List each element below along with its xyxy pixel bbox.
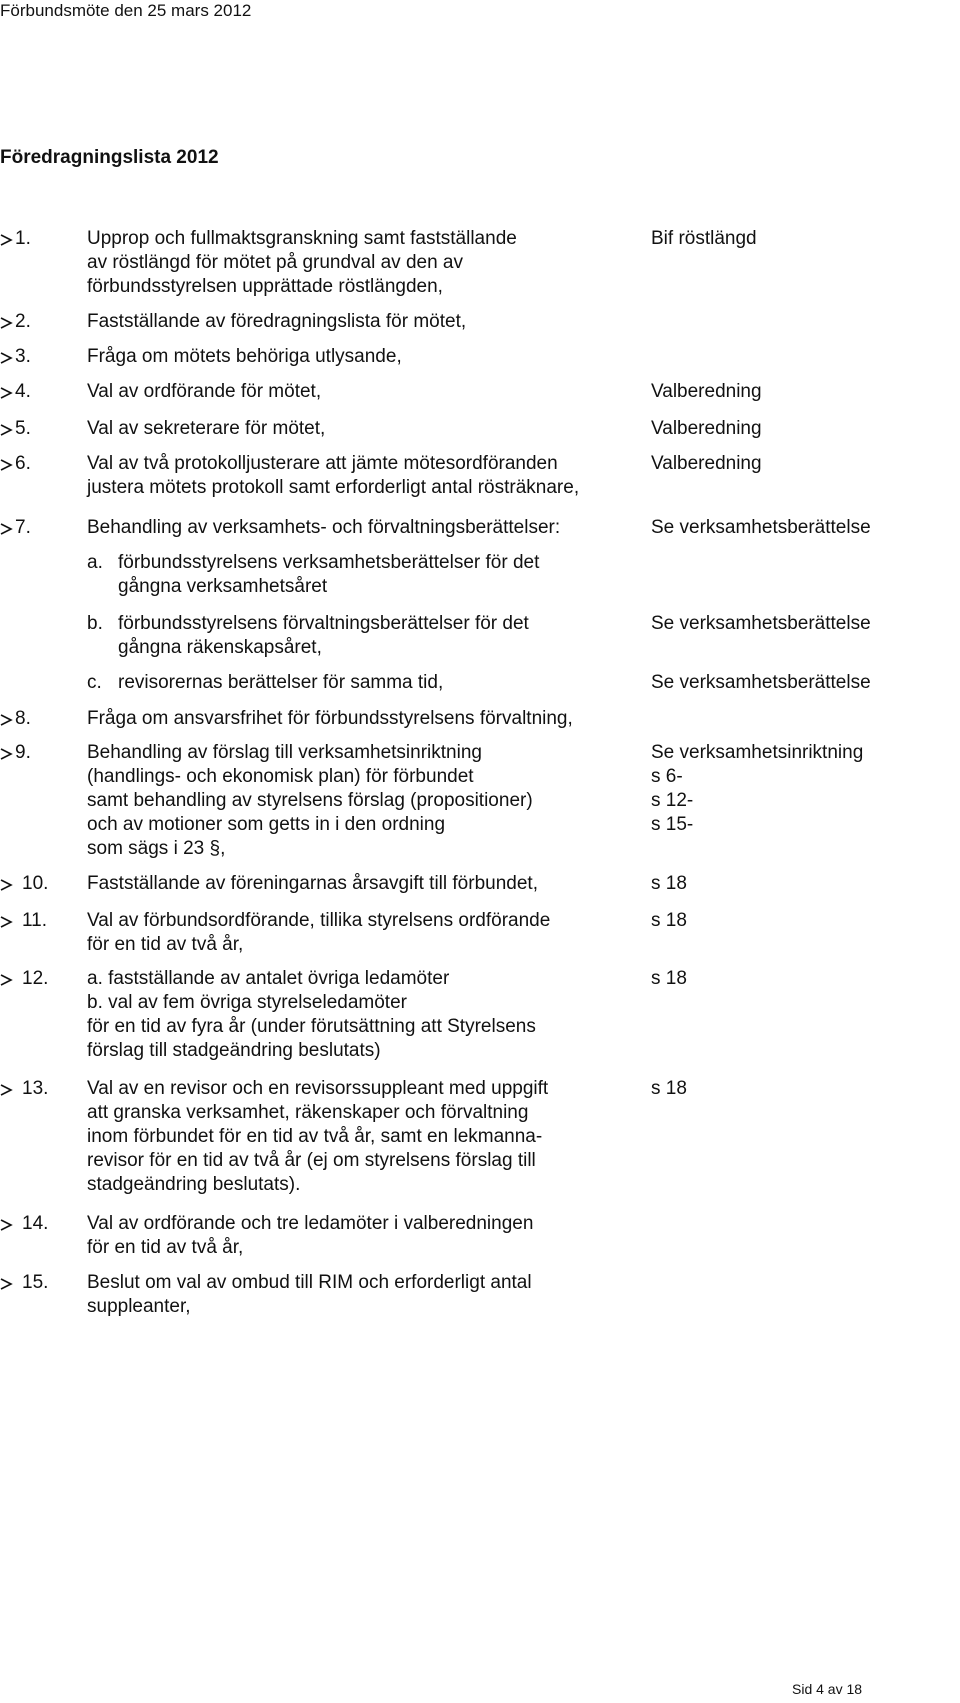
item-text-line: Val av förbundsordförande, tillika styrelsens ordförande (87, 910, 551, 931)
item-reference: Valberedning (651, 418, 762, 439)
item-text-line: och av motioner som getts in i den ordning (87, 814, 446, 835)
item-number: 2. (15, 311, 31, 332)
bullet-arrow-icon (0, 748, 13, 760)
item-text-line: (handlings- och ekonomisk plan) för förbundet (87, 766, 474, 787)
bullet-arrow-icon (0, 387, 13, 399)
item-reference: Valberedning (651, 453, 762, 474)
sub-item-text-line: gångna verksamhetsåret (118, 576, 328, 597)
item-reference: s 15- (651, 814, 694, 835)
item-text-line: Val av ordförande och tre ledamöter i valberedningen (87, 1213, 534, 1234)
item-reference: Se verksamhetsberättelse (651, 517, 871, 538)
bullet-arrow-icon (0, 1278, 13, 1290)
item-reference: s 6- (651, 766, 683, 787)
item-reference: Se verksamhetsinriktning (651, 742, 864, 763)
item-number: 1. (15, 228, 31, 249)
item-text-line: inom förbundet för en tid av två år, samt en lekmanna- (87, 1126, 543, 1147)
item-text-line: Val av två protokolljusterare att jämte mötesordföranden (87, 453, 558, 474)
item-reference: Valberedning (651, 381, 762, 402)
page-header: Förbundsmöte den 25 mars 2012 (0, 1, 252, 20)
item-number: 5. (15, 418, 31, 439)
item-text-line: Beslut om val av ombud till RIM och erforderligt antal (87, 1272, 532, 1293)
item-text-line: för en tid av två år, (87, 1237, 244, 1258)
item-number: 3. (15, 346, 31, 367)
item-text-line: som sägs i 23 §, (87, 838, 226, 859)
item-text-line: Val av sekreterare för mötet, (87, 418, 326, 439)
item-number: 13. (22, 1078, 49, 1099)
item-text-line: Fråga om ansvarsfrihet för förbundsstyrelsens förvaltning, (87, 708, 573, 729)
bullet-arrow-icon (0, 523, 13, 535)
bullet-arrow-icon (0, 352, 13, 364)
item-reference: Bif röstlängd (651, 228, 757, 249)
sub-item-text-line: gångna räkenskapsåret, (118, 637, 322, 658)
item-number: 7. (15, 517, 31, 538)
item-number: 9. (15, 742, 31, 763)
page-title: Föredragningslista 2012 (0, 147, 219, 168)
bullet-arrow-icon (0, 317, 13, 329)
item-text-line: Behandling av verksamhets- och förvaltningsberättelser: (87, 517, 561, 538)
bullet-arrow-icon (0, 234, 13, 246)
item-reference: s 12- (651, 790, 694, 811)
sub-item-reference: Se verksamhetsberättelse (651, 672, 871, 693)
item-text-line: Val av en revisor och en revisorssuppleant med uppgift (87, 1078, 549, 1099)
sub-item-letter: a. (87, 552, 103, 573)
item-number: 14. (22, 1213, 49, 1234)
item-number: 15. (22, 1272, 49, 1293)
item-text-line: Upprop och fullmaktsgranskning samt fastställande (87, 228, 517, 249)
item-text-line: Fastställande av föredragningslista för mötet, (87, 311, 467, 332)
bullet-arrow-icon (0, 916, 13, 928)
item-text-line: Fråga om mötets behöriga utlysande, (87, 346, 402, 367)
sub-item-letter: c. (87, 672, 102, 693)
item-number: 11. (22, 910, 48, 931)
item-reference: s 18 (651, 968, 687, 989)
item-reference: s 18 (651, 873, 687, 894)
item-text-line: förslag till stadgeändring beslutats) (87, 1040, 381, 1061)
sub-item-text-line: förbundsstyrelsens verksamhetsberättelser för det (118, 552, 540, 573)
bullet-arrow-icon (0, 424, 13, 436)
item-text-line: stadgeändring beslutats). (87, 1174, 301, 1195)
bullet-arrow-icon (0, 1084, 13, 1096)
bullet-arrow-icon (0, 714, 13, 726)
sub-item-text-line: förbundsstyrelsens förvaltningsberättelser för det (118, 613, 529, 634)
item-number: 6. (15, 453, 31, 474)
bullet-arrow-icon (0, 1219, 13, 1231)
item-text-line: Fastställande av föreningarnas årsavgift till förbundet, (87, 873, 538, 894)
item-text-line: av röstlängd för mötet på grundval av den av (87, 252, 464, 273)
item-text-line: Val av ordförande för mötet, (87, 381, 322, 402)
item-text-line: suppleanter, (87, 1296, 191, 1317)
item-text-line: a. fastställande av antalet övriga ledamöter (87, 968, 450, 989)
sub-item-reference: Se verksamhetsberättelse (651, 613, 871, 634)
sub-item-letter: b. (87, 613, 103, 634)
item-reference: s 18 (651, 910, 687, 931)
item-text-line: justera mötets protokoll samt erforderligt antal rösträknare, (87, 477, 580, 498)
item-text-line: att granska verksamhet, räkenskaper och förvaltning (87, 1102, 529, 1123)
item-text-line: för en tid av två år, (87, 934, 244, 955)
bullet-arrow-icon (0, 879, 13, 891)
item-text-line: Behandling av förslag till verksamhetsinriktning (87, 742, 482, 763)
bullet-arrow-icon (0, 459, 13, 471)
item-number: 12. (22, 968, 49, 989)
item-text-line: förbundsstyrelsen upprättade röstlängden, (87, 276, 443, 297)
item-text-line: för en tid av fyra år (under förutsättning att Styrelsens (87, 1016, 536, 1037)
item-number: 8. (15, 708, 31, 729)
item-number: 10. (22, 873, 49, 894)
item-text-line: revisor för en tid av två år (ej om styrelsens förslag till (87, 1150, 536, 1171)
item-text-line: b. val av fem övriga styrelseledamöter (87, 992, 407, 1013)
item-number: 4. (15, 381, 31, 402)
item-text-line: samt behandling av styrelsens förslag (propositioner) (87, 790, 533, 811)
page-footer: Sid 4 av 18 (792, 1681, 863, 1697)
item-reference: s 18 (651, 1078, 687, 1099)
bullet-arrow-icon (0, 974, 13, 986)
sub-item-text-line: revisorernas berättelser för samma tid, (118, 672, 444, 693)
